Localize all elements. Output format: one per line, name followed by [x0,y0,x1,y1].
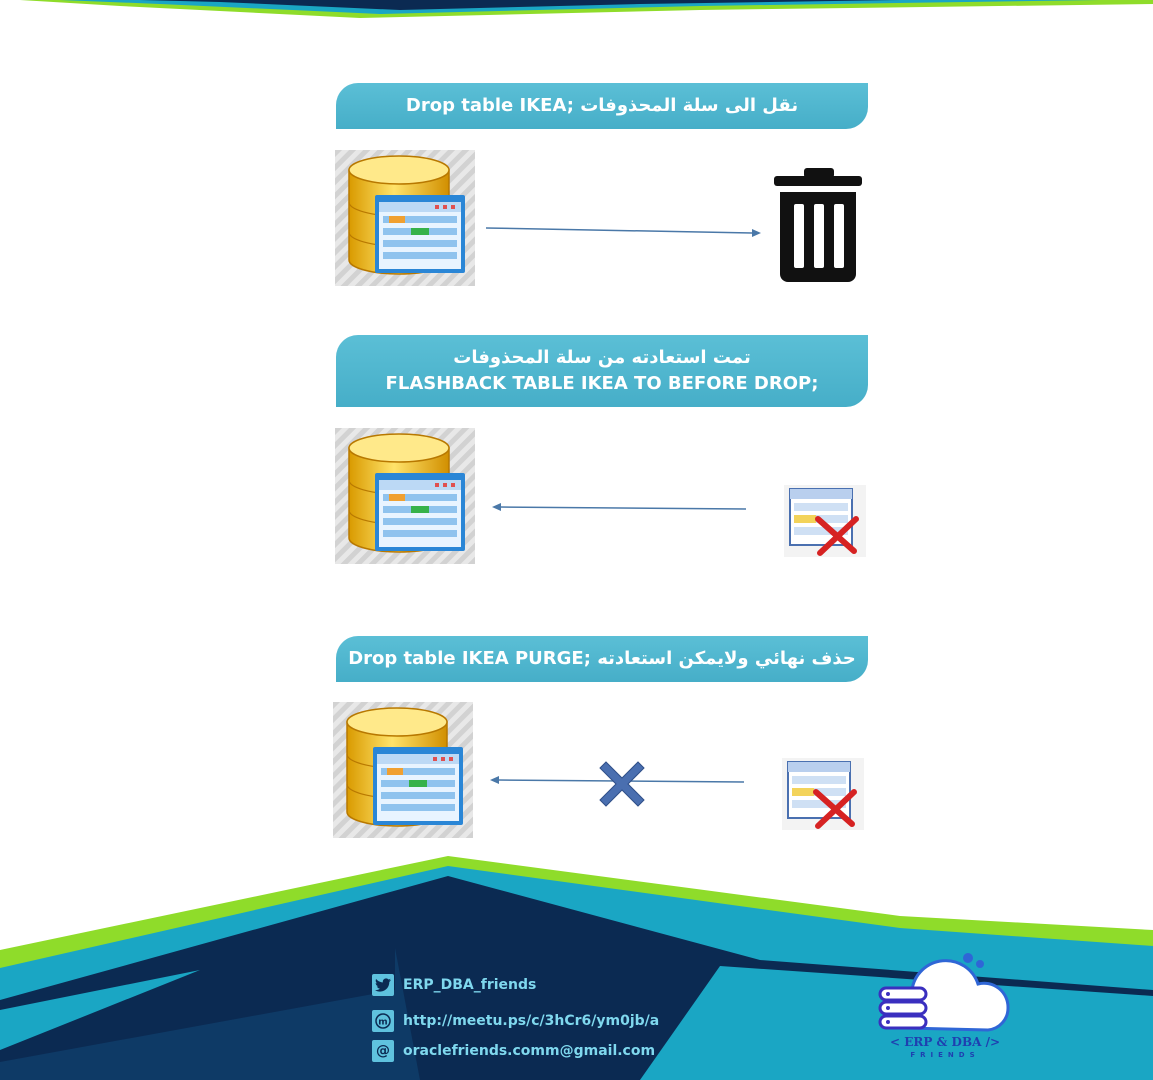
meetup-link: http://meetu.ps/c/3hCr6/ym0jb/a [403,1013,660,1029]
twitter-contact[interactable] [372,973,536,997]
cloud-server-logo-icon [876,950,1016,1036]
email-icon: @ [372,1040,394,1062]
meetup-contact[interactable] [372,1009,659,1033]
blocked-x-icon [598,760,646,808]
step2-banner-line2: FLASHBACK TABLE IKEA TO BEFORE DROP; [385,373,819,394]
logo-name: < ERP & DBA /> [889,1035,1001,1049]
twitter-handle: ERP_DBA_friends [403,977,537,993]
logo-wordmark [880,1036,1010,1062]
step1-banner-text: Drop table IKEA; نقل الى سلة المحذوفات [405,95,799,116]
step2-banner [336,335,868,407]
step1-banner [336,83,868,129]
database-table-icon [333,702,473,838]
step3-banner-text: Drop table IKEA PURGE; حذف نهائي ولايمكن استعادته [348,648,856,669]
step2-banner-line1: تمت استعادته من سلة المحذوفات [453,347,751,368]
database-table-icon [335,428,475,564]
email-address: oraclefriends.comm@gmail.com [403,1043,656,1059]
top-decoration [0,0,1153,24]
step3-banner [336,636,868,682]
svg-text:m: m [378,1017,388,1028]
twitter-icon [372,974,394,996]
deleted-table-icon [784,485,866,557]
email-contact[interactable] [372,1039,655,1063]
arrow-right [484,220,764,240]
meetup-icon [372,1010,394,1032]
trash-can-icon [774,168,864,284]
database-table-icon [335,150,475,286]
deleted-table-icon [782,758,864,830]
arrow-left [490,498,750,518]
logo-subtitle: FRIENDS [910,1051,980,1059]
